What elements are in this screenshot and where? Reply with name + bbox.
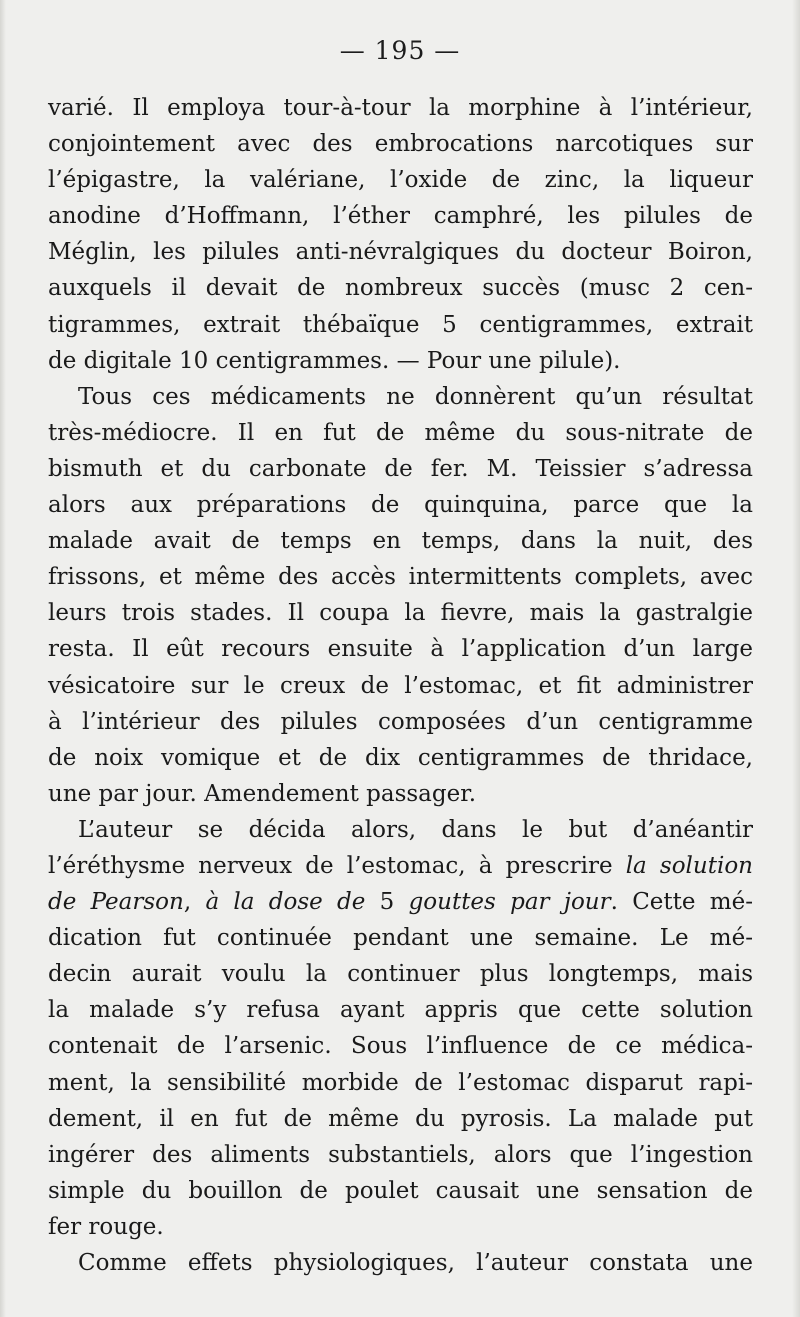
italic-phrase: à la dose de: [205, 889, 366, 916]
text-line: Comme effets physiologiques, l’auteur constata une: [78, 1250, 753, 1276]
text-line: [48, 884, 753, 920]
text-line: tigrammes, extrait thébaïque 5 centigrammes, extrait: [48, 311, 753, 338]
text-line: L’auteur se décida alors, dans le but d’anéantir: [78, 816, 753, 843]
text-line: dication fut continuée pendant une semaine. Le mé-: [48, 925, 753, 952]
text-line: conjointement avec des embrocations narcotiques sur: [48, 131, 753, 158]
text-line: une par jour. Amendement passager.: [48, 780, 477, 807]
text-line: bismuth et du carbonate de fer. M. Teissier s’adressa: [48, 455, 753, 482]
text-segment: . Cette mé-: [610, 889, 753, 916]
text-line: auxquels il devait de nombreux succès (musc 2 cen-: [48, 275, 753, 302]
italic-phrase: de Pearson: [48, 889, 184, 916]
text-segment: ,: [183, 889, 206, 916]
text-line: resta. Il eût recours ensuite à l’application d’un large: [48, 636, 753, 663]
text-line: malade avait de temps en temps, dans la nuit, des: [48, 528, 753, 555]
text-line: ingérer des aliments substantiels, alors que l’ingestion: [48, 1141, 753, 1168]
text-line: de noix vomique et de dix centigrammes de thridace,: [48, 744, 753, 771]
text-line: Tous ces médicaments ne donnèrent qu’un résultat: [78, 383, 753, 410]
text-line: alors aux préparations de quinquina, parce que la: [48, 492, 753, 519]
text-line: simple du bouillon de poulet causait une sensation de: [48, 1177, 753, 1204]
text-line: à l’intérieur des pilules composées d’un centigramme: [48, 708, 753, 735]
text-line: [48, 848, 753, 884]
text-line: frissons, et même des accès intermittents complets, avec: [48, 564, 753, 591]
text-segment: 5: [365, 889, 409, 916]
text-line: leurs trois stades. Il coupa la fievre, mais la gastralgie: [48, 600, 753, 627]
text-line: vésicatoire sur le creux de l’estomac, et fit administrer: [48, 672, 753, 699]
italic-phrase: la solution: [625, 852, 753, 879]
text-line: Méglin, les pilules anti-névralgiques du docteur Boiron,: [48, 239, 753, 266]
text-line: dement, il en fut de même du pyrosis. La malade put: [48, 1105, 753, 1132]
text-line: contenait de l’arsenic. Sous l’influence de ce médica-: [48, 1033, 753, 1060]
text-line: fer rouge.: [48, 1213, 164, 1240]
italic-phrase: gouttes par jour: [408, 889, 611, 916]
text-line: de digitale 10 centigrammes. — Pour une pilule).: [48, 347, 621, 374]
text-line: très-médiocre. Il en fut de même du sous-nitrate de: [48, 419, 753, 446]
text-line: decin aurait voulu la continuer plus longtemps, mais: [48, 961, 753, 988]
text-line: la malade s’y refusa ayant appris que cette solution: [48, 997, 753, 1024]
text-line: ment, la sensibilité morbide de l’estomac disparut rapi-: [48, 1069, 753, 1096]
page-number: — 195 —: [339, 36, 461, 65]
body-text: [48, 90, 753, 1281]
text-line: l’épigastre, la valériane, l’oxide de zinc, la liqueur: [48, 167, 753, 194]
text-line: anodine d’Hoffmann, l’éther camphré, les pilules de: [48, 203, 753, 230]
text-segment: l’éréthysme nerveux de l’estomac, à prescrire: [48, 852, 613, 879]
text-line: varié. Il employa tour-à-tour la morphine à l’intérieur,: [48, 95, 753, 121]
